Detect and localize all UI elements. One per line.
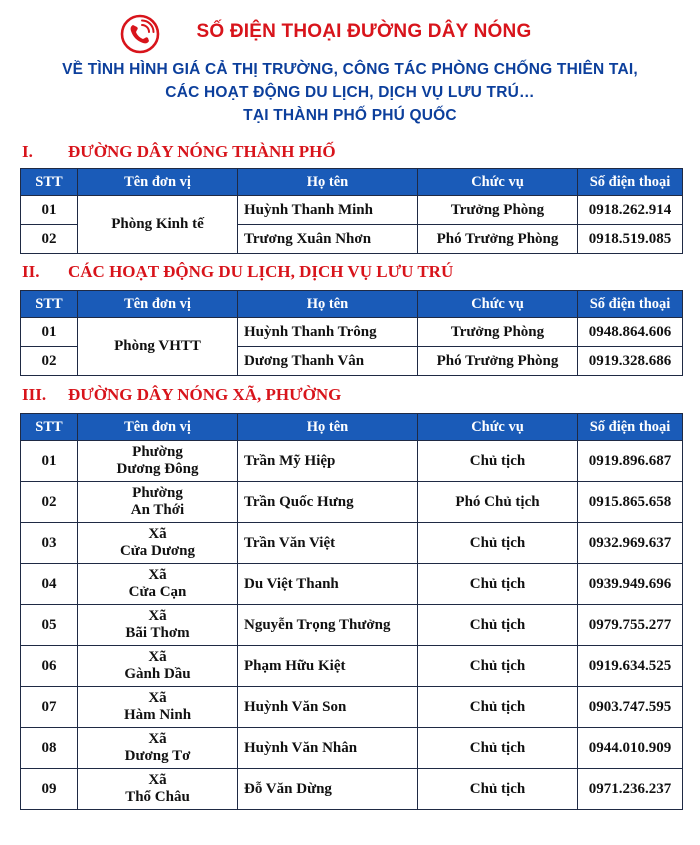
cell-unit xyxy=(78,564,238,605)
unit-name: Thổ Châu xyxy=(125,789,190,805)
unit-name: Hàm Ninh xyxy=(123,707,192,723)
col-position: Chức vụ xyxy=(418,291,578,318)
unit-name: Dương Tơ xyxy=(124,748,191,764)
cell-phone: 0944.010.909 xyxy=(578,728,683,769)
hotline-table-communes xyxy=(20,413,683,810)
cell-stt: 02 xyxy=(21,347,78,376)
cell-name: Huỳnh Thanh Minh xyxy=(238,196,418,225)
col-name: Họ tên xyxy=(238,291,418,318)
hotline-table-tourism xyxy=(20,290,683,376)
unit-type: Xã xyxy=(148,567,167,583)
table-header-row xyxy=(21,291,683,318)
col-phone: Số điện thoại xyxy=(578,414,683,441)
unit-type: Phường xyxy=(132,444,183,460)
cell-unit xyxy=(78,646,238,687)
cell-stt: 08 xyxy=(21,728,78,769)
col-position: Chức vụ xyxy=(418,414,578,441)
section-numeral: III. xyxy=(22,385,47,404)
unit-name: Bãi Thơm xyxy=(125,625,190,641)
cell-name: Du Việt Thanh xyxy=(238,564,418,605)
cell-stt: 02 xyxy=(21,482,78,523)
cell-unit xyxy=(78,769,238,810)
cell-stt: 03 xyxy=(21,523,78,564)
cell-stt: 06 xyxy=(21,646,78,687)
cell-position: Chủ tịch xyxy=(418,564,578,605)
cell-phone: 0918.519.085 xyxy=(578,225,683,254)
cell-phone: 0932.969.637 xyxy=(578,523,683,564)
unit-name: Cửa Cạn xyxy=(128,584,187,600)
cell-phone: 0939.949.696 xyxy=(578,564,683,605)
section-title-3 xyxy=(22,385,341,405)
table-row xyxy=(21,605,683,646)
cell-phone: 0948.864.606 xyxy=(578,318,683,347)
cell-phone: 0919.634.525 xyxy=(578,646,683,687)
cell-unit: Phòng Kinh tế xyxy=(78,196,238,254)
cell-position: Chủ tịch xyxy=(418,523,578,564)
cell-unit xyxy=(78,523,238,564)
cell-name: Huỳnh Văn Nhân xyxy=(238,728,418,769)
section-title-2 xyxy=(22,262,453,282)
table-row xyxy=(21,687,683,728)
table-row xyxy=(21,769,683,810)
cell-name: Đỗ Văn Dừng xyxy=(238,769,418,810)
cell-phone: 0971.236.237 xyxy=(578,769,683,810)
cell-phone: 0903.747.595 xyxy=(578,687,683,728)
section-numeral: I. xyxy=(22,142,33,161)
table-row xyxy=(21,441,683,482)
subtitle-line-3: TẠI THÀNH PHỐ PHÚ QUỐC xyxy=(243,107,457,124)
cell-unit: Phòng VHTT xyxy=(78,318,238,376)
cell-stt: 01 xyxy=(21,318,78,347)
cell-position: Phó Chủ tịch xyxy=(418,482,578,523)
cell-stt: 01 xyxy=(21,196,78,225)
col-phone: Số điện thoại xyxy=(578,169,683,196)
col-unit: Tên đơn vị xyxy=(78,414,238,441)
cell-unit xyxy=(78,605,238,646)
cell-stt: 01 xyxy=(21,441,78,482)
cell-phone: 0919.896.687 xyxy=(578,441,683,482)
unit-type: Xã xyxy=(148,772,167,788)
cell-position: Phó Trưởng Phòng xyxy=(418,225,578,254)
section-title-1 xyxy=(22,142,336,162)
col-stt: STT xyxy=(21,291,78,318)
cell-unit xyxy=(78,728,238,769)
unit-name: Cửa Dương xyxy=(119,543,196,559)
cell-position: Chủ tịch xyxy=(418,769,578,810)
unit-type: Xã xyxy=(148,649,167,665)
cell-phone: 0918.262.914 xyxy=(578,196,683,225)
table-row xyxy=(21,646,683,687)
unit-type: Xã xyxy=(148,690,167,706)
cell-name: Trần Văn Việt xyxy=(238,523,418,564)
cell-position: Phó Trưởng Phòng xyxy=(418,347,578,376)
cell-name: Dương Thanh Vân xyxy=(238,347,418,376)
cell-name: Nguyễn Trọng Thưởng xyxy=(238,605,418,646)
cell-stt: 07 xyxy=(21,687,78,728)
cell-name: Phạm Hữu Kiệt xyxy=(238,646,418,687)
table-row xyxy=(21,196,683,225)
cell-position: Trưởng Phòng xyxy=(418,196,578,225)
table-row xyxy=(21,318,683,347)
subtitle-line-2: CÁC HOẠT ĐỘNG DU LỊCH, DỊCH VỤ LƯU TRÚ… xyxy=(165,84,535,101)
section-heading: CÁC HOẠT ĐỘNG DU LỊCH, DỊCH VỤ LƯU TRÚ xyxy=(68,262,454,281)
table-row xyxy=(21,564,683,605)
cell-phone: 0915.865.658 xyxy=(578,482,683,523)
cell-stt: 04 xyxy=(21,564,78,605)
cell-unit xyxy=(78,687,238,728)
table-row xyxy=(21,728,683,769)
document-header xyxy=(0,0,700,128)
unit-name: Gành Dầu xyxy=(124,666,191,682)
col-stt: STT xyxy=(21,169,78,196)
cell-stt: 02 xyxy=(21,225,78,254)
cell-name: Trương Xuân Nhơn xyxy=(238,225,418,254)
document-title: SỐ ĐIỆN THOẠI ĐƯỜNG DÂY NÓNG xyxy=(196,21,532,42)
cell-stt: 05 xyxy=(21,605,78,646)
unit-type: Xã xyxy=(148,731,167,747)
table-row xyxy=(21,482,683,523)
col-unit: Tên đơn vị xyxy=(78,169,238,196)
cell-name: Huỳnh Văn Son xyxy=(238,687,418,728)
cell-unit xyxy=(78,441,238,482)
col-stt: STT xyxy=(21,414,78,441)
cell-position: Chủ tịch xyxy=(418,646,578,687)
cell-position: Chủ tịch xyxy=(418,687,578,728)
cell-phone: 0919.328.686 xyxy=(578,347,683,376)
cell-name: Huỳnh Thanh Trông xyxy=(238,318,418,347)
section-heading: ĐƯỜNG DÂY NÓNG THÀNH PHỐ xyxy=(68,142,336,161)
cell-stt: 09 xyxy=(21,769,78,810)
section-numeral: II. xyxy=(22,262,40,281)
col-name: Họ tên xyxy=(238,169,418,196)
cell-position: Trưởng Phòng xyxy=(418,318,578,347)
section-heading: ĐƯỜNG DÂY NÓNG XÃ, PHƯỜNG xyxy=(68,385,342,404)
table-header-row xyxy=(21,169,683,196)
cell-name: Trần Mỹ Hiệp xyxy=(238,441,418,482)
table-header-row xyxy=(21,414,683,441)
unit-name: Dương Đông xyxy=(116,461,199,477)
cell-unit xyxy=(78,482,238,523)
col-unit: Tên đơn vị xyxy=(78,291,238,318)
table-row xyxy=(21,523,683,564)
col-phone: Số điện thoại xyxy=(578,291,683,318)
hotline-table-city xyxy=(20,168,683,254)
col-position: Chức vụ xyxy=(418,169,578,196)
cell-phone: 0979.755.277 xyxy=(578,605,683,646)
unit-type: Xã xyxy=(148,526,167,542)
col-name: Họ tên xyxy=(238,414,418,441)
unit-type: Phường xyxy=(132,485,183,501)
unit-type: Xã xyxy=(148,608,167,624)
cell-position: Chủ tịch xyxy=(418,605,578,646)
unit-name: An Thới xyxy=(130,502,185,518)
cell-name: Trần Quốc Hưng xyxy=(238,482,418,523)
subtitle-line-1: VỀ TÌNH HÌNH GIÁ CẢ THỊ TRƯỜNG, CÔNG TÁC PHÒNG CHỐNG THIÊN TAI, xyxy=(62,61,638,78)
cell-position: Chủ tịch xyxy=(418,441,578,482)
cell-position: Chủ tịch xyxy=(418,728,578,769)
